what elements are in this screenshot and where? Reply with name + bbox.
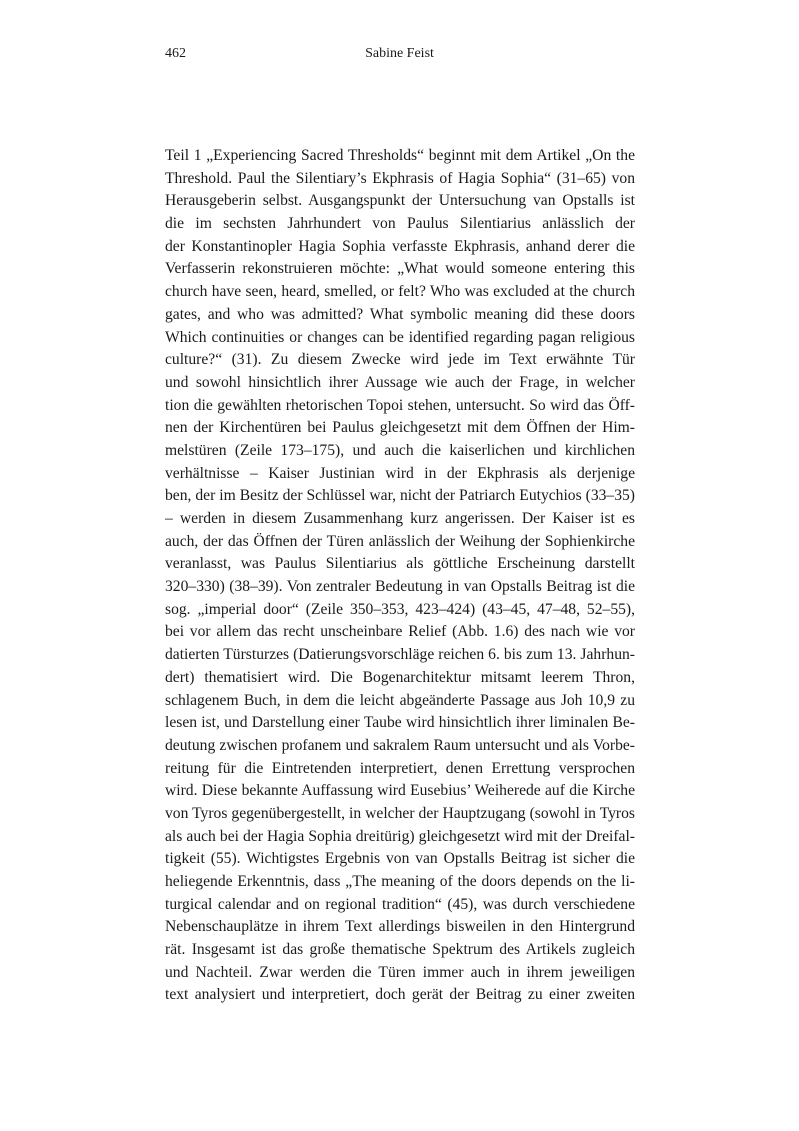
text-line: tion die gewählten rhetorischen Topoi stehen, untersucht. So wird das Öff- — [165, 396, 635, 414]
text-line: Which continuities or changes can be identified regarding pagan religious — [165, 328, 635, 346]
text-line: bei vor allem das recht unscheinbare Relief (Abb. 1.6) des nach wie vor — [165, 623, 635, 641]
text-line: Herausgeberin selbst. Ausgangspunkt der Untersuchung van Opstalls ist — [165, 192, 635, 210]
text-line: schlagenem Buch, in dem die leicht abgeänderte Passage aus Joh 10,9 zu — [165, 691, 635, 709]
text-line: Verfasserin rekonstruieren möchte: „What would someone entering this — [165, 260, 635, 278]
text-line: turgical calendar and on regional tradition“ (45), was durch verschiedene — [165, 895, 635, 913]
text-line: datierten Türsturzes (Datierungsvorschläge reichen 6. bis zum 13. Jahrhun- — [165, 646, 635, 664]
text-line: 320–330) (38–39). Von zentraler Bedeutung in van Opstalls Beitrag ist die — [165, 578, 635, 596]
text-line: der Konstantinopler Hagia Sophia verfasste Ekphrasis, anhand derer die — [165, 237, 635, 255]
text-line: – werden in diesem Zusammenhang kurz angerissen. Der Kaiser ist es — [165, 510, 635, 527]
text-line: Nebenschauplätze in ihrem Text allerdings bisweilen in den Hintergrund — [165, 918, 635, 936]
text-line: wird. Diese bekannte Auffassung wird Eusebius’ Weiherede auf die Kirche — [165, 782, 635, 800]
text-line: von Tyros gegenübergestellt, in welcher der Hauptzugang (sowohl in Tyros — [165, 804, 635, 822]
text-line: sog. „imperial door“ (Zeile 350–353, 423–424) (43–45, 47–48, 52–55), — [165, 600, 635, 618]
text-line: melstüren (Zeile 173–175), und auch die kaiserlichen und kirchlichen — [165, 441, 635, 459]
text-line: gates, and who was admitted? What symbolic meaning did these doors — [165, 305, 635, 323]
text-line: lesen ist, und Darstellung einer Taube wird hinsichtlich ihrer liminalen Be- — [165, 714, 635, 732]
page-number: 462 — [165, 46, 186, 61]
text-line: auch, der das Öffnen der Türen anlässlich der Weihung der Sophienkirche — [165, 532, 635, 550]
text-line: rät. Insgesamt ist das große thematische Spektrum des Artikels zugleich — [165, 941, 635, 959]
text-line: die im sechsten Jahrhundert von Paulus Silentiarius anlässlich der — [165, 215, 635, 233]
running-head: Sabine Feist — [365, 46, 434, 61]
text-line: verhältnisse – Kaiser Justinian wird in der Ekphrasis als derjenige — [165, 464, 635, 482]
text-line: als auch bei der Hagia Sophia dreitürig) gleichgesetzt wird mit der Dreifal- — [165, 827, 635, 845]
text-line: ben, der im Besitz der Schlüssel war, nicht der Patriarch Eutychios (33–35) — [165, 487, 635, 505]
text-line: dert) thematisiert wird. Die Bogenarchitektur mitsamt leerem Thron, — [165, 668, 635, 686]
text-line: nen der Kirchentüren bei Paulus gleichgesetzt mit dem Öffnen der Him- — [165, 419, 635, 437]
text-line: veranlasst, was Paulus Silentiarius als göttliche Erscheinung darstellt — [165, 555, 635, 573]
text-line: Threshold. Paul the Silentiary’s Ekphrasis of Hagia Sophia“ (31–65) von — [165, 169, 635, 187]
text-line: Teil 1 „Experiencing Sacred Thresholds“ beginnt mit dem Artikel „On the — [165, 147, 635, 164]
text-line: und Nachteil. Zwar werden die Türen immer auch in ihrem jeweiligen — [165, 963, 635, 981]
text-line: heliegende Erkenntnis, dass „The meaning of the doors depends on the li- — [165, 873, 635, 890]
body-text — [165, 145, 635, 1007]
text-line: deutung zwischen profanem und sakralem Raum untersucht und als Vorbe- — [165, 736, 635, 754]
text-line: church have seen, heard, smelled, or felt? Who was excluded at the church — [165, 283, 635, 301]
text-line: tigkeit (55). Wichtigstes Ergebnis von van Opstalls Beitrag ist sicher die — [165, 850, 635, 868]
text-line: reitung für die Eintretenden interpretiert, denen Errettung versprochen — [165, 759, 635, 777]
text-line: text analysiert und interpretiert, doch gerät der Beitrag zu einer zweiten — [165, 986, 635, 1004]
text-line: und sowohl hinsichtlich ihrer Aussage wie auch der Frage, in welcher — [165, 373, 635, 391]
text-line: culture?“ (31). Zu diesem Zwecke wird jede im Text erwähnte Tür — [165, 351, 635, 369]
